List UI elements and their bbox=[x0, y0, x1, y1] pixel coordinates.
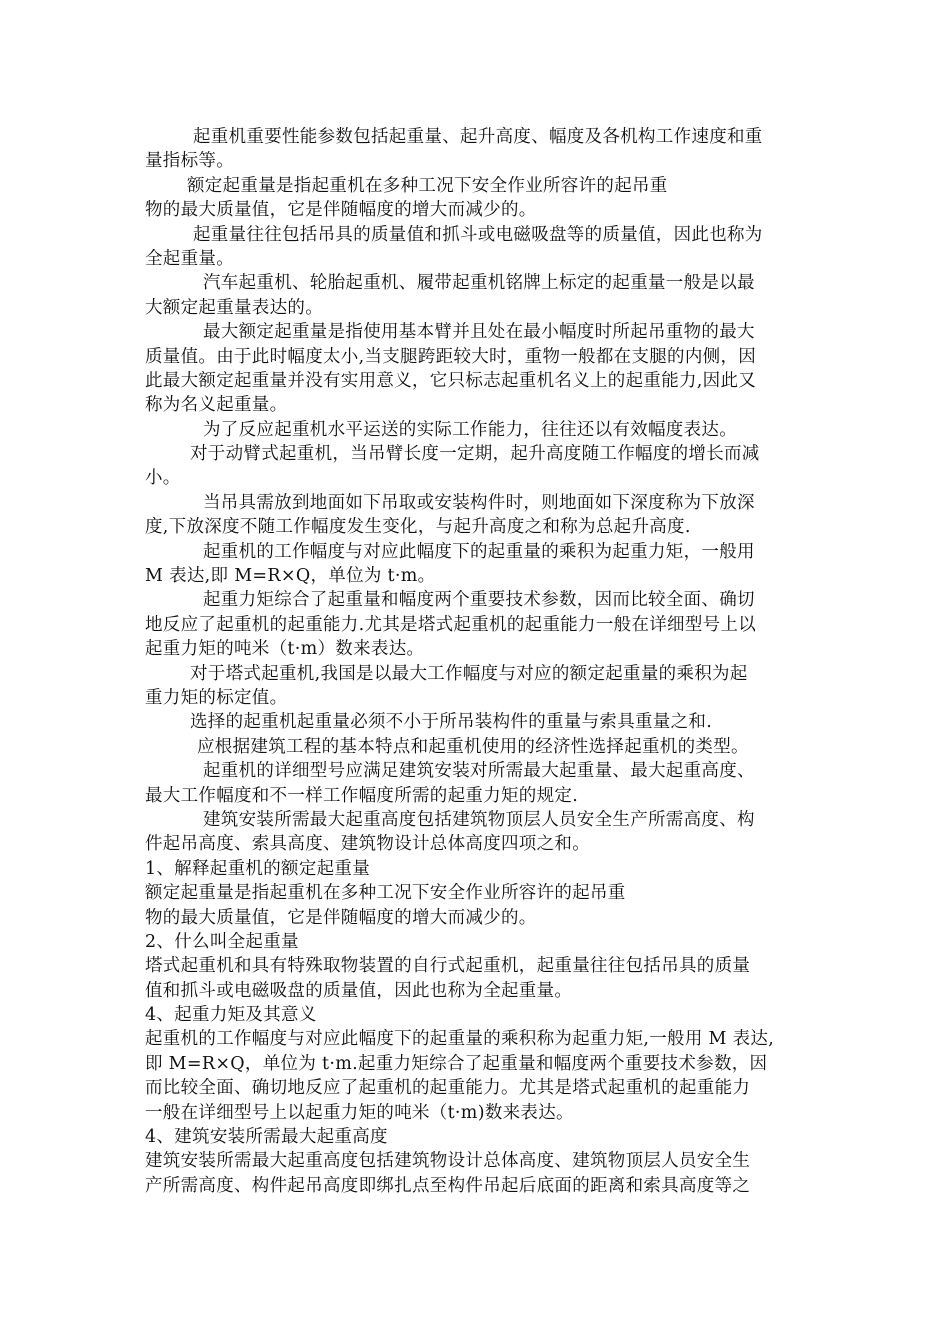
text-line: M 表达,即 M=R×Q，单位为 t·m。 bbox=[145, 566, 436, 587]
text-line: 小。 bbox=[145, 468, 181, 489]
text-line: 起重机的详细型号应满足建筑安装对所需最大起重量、最大起重高度、 bbox=[203, 761, 755, 782]
text-line: 量指标等。 bbox=[145, 151, 234, 172]
text-line: 件起吊高度、索具高度、建筑物设计总体高度四项之和。 bbox=[145, 834, 590, 855]
text-line: 一般在详细型号上以起重力矩的吨米（t·m)数来表达。 bbox=[145, 1102, 574, 1123]
text-line: 全起重量。 bbox=[145, 248, 234, 269]
text-line: 选择的起重机起重量必须不小于所吊装构件的重量与索具重量之和. bbox=[190, 712, 713, 733]
text-line: 物的最大质量值，它是伴随幅度的增大而减少的。 bbox=[145, 907, 537, 928]
text-line: 4、建筑安装所需最大起重高度 bbox=[145, 1127, 388, 1148]
text-line: 起重量往往包括吊具的质量值和抓斗或电磁吸盘等的质量值，因此也称为 bbox=[193, 224, 763, 245]
text-line: 额定起重量是指起重机在多种工况下安全作业所容许的起吊重 bbox=[187, 175, 668, 196]
text-line: 起重机的工作幅度与对应此幅度下的起重量的乘积为起重力矩，一般用 bbox=[203, 541, 755, 562]
text-line: 建筑安装所需最大起重高度包括建筑物顶层人员安全生产所需高度、构 bbox=[203, 809, 755, 830]
text-line: 应根据建筑工程的基本特点和起重机使用的经济性选择起重机的类型。 bbox=[197, 736, 749, 757]
text-line: 物的最大质量值，它是伴随幅度的增大而减少的。 bbox=[145, 200, 537, 221]
text-line: 值和抓斗或电磁吸盘的质量值，因此也称为全起重量。 bbox=[145, 980, 573, 1001]
text-line: 即 M=R×Q，单位为 t·m.起重力矩综合了起重量和幅度两个重要技术参数，因 bbox=[145, 1053, 768, 1074]
text-line: 地反应了起重机的起重能力.尤其是塔式起重机的起重能力一般在详细型号上以 bbox=[145, 614, 757, 635]
text-line: 起重机重要性能参数包括起重量、起升高度、幅度及各机构工作速度和重 bbox=[193, 127, 763, 147]
text-line: 对于塔式起重机,我国是以最大工作幅度与对应的额定起重量的乘积为起 bbox=[190, 663, 748, 684]
text-line: 大额定起重量表达的。 bbox=[145, 297, 323, 318]
text-line: 当吊具需放到地面如下吊取或安装构件时，则地面如下深度称为下放深 bbox=[203, 492, 755, 513]
text-line: 此最大额定起重量并没有实用意义，它只标志起重机名义上的起重能力,因此又 bbox=[145, 370, 757, 391]
text-line: 起重力矩综合了起重量和幅度两个重要技术参数，因而比较全面、确切 bbox=[203, 590, 755, 611]
document-body bbox=[145, 125, 810, 1198]
text-line: 对于动臂式起重机，当吊臂长度一定期，起升高度随工作幅度的增长而减 bbox=[190, 444, 760, 465]
text-line: 额定起重量是指起重机在多种工况下安全作业所容许的起吊重 bbox=[145, 883, 626, 904]
text-line: 最大工作幅度和不一样工作幅度所需的起重力矩的规定. bbox=[145, 785, 579, 806]
text-line: 度,下放深度不随工作幅度发生变化，与起升高度之和称为总起升高度. bbox=[145, 517, 691, 538]
text-line: 为了反应起重机水平运送的实际工作能力，往往还以有效幅度表达。 bbox=[203, 419, 737, 440]
text-line: 最大额定起重量是指使用基本臂并且处在最小幅度时所起吊重物的最大 bbox=[203, 322, 755, 343]
text-line: 重力矩的标定值。 bbox=[145, 687, 288, 708]
text-line: 1、解释起重机的额定起重量 bbox=[145, 858, 371, 879]
text-line: 汽车起重机、轮胎起重机、履带起重机铭牌上标定的起重量一般是以最 bbox=[203, 273, 755, 294]
text-line: 塔式起重机和具有特殊取物装置的自行式起重机，起重量往往包括吊具的质量 bbox=[145, 956, 751, 977]
text-line: 2、什么叫全起重量 bbox=[145, 931, 299, 952]
text-line: 质量值。由于此时幅度太小,当支腿跨距较大时，重物一般都在支腿的内侧，因 bbox=[145, 346, 757, 367]
text-line: 称为名义起重量。 bbox=[145, 395, 288, 416]
text-line: 而比较全面、确切地反应了起重机的起重能力。尤其是塔式起重机的起重能力 bbox=[145, 1078, 751, 1099]
text-line: 起重机的工作幅度与对应此幅度下的起重量的乘积称为起重力矩,一般用 M 表达, bbox=[145, 1029, 775, 1050]
text-line: 起重力矩的吨米（t·m）数来表达。 bbox=[145, 639, 425, 660]
text-line: 建筑安装所需最大起重高度包括建筑物设计总体高度、建筑物顶层人员安全生 bbox=[145, 1151, 751, 1172]
text-line: 4、起重力矩及其意义 bbox=[145, 1005, 317, 1026]
text-line: 产所需高度、构件起吊高度即绑扎点至构件吊起后底面的距离和索具高度等之 bbox=[145, 1175, 751, 1196]
